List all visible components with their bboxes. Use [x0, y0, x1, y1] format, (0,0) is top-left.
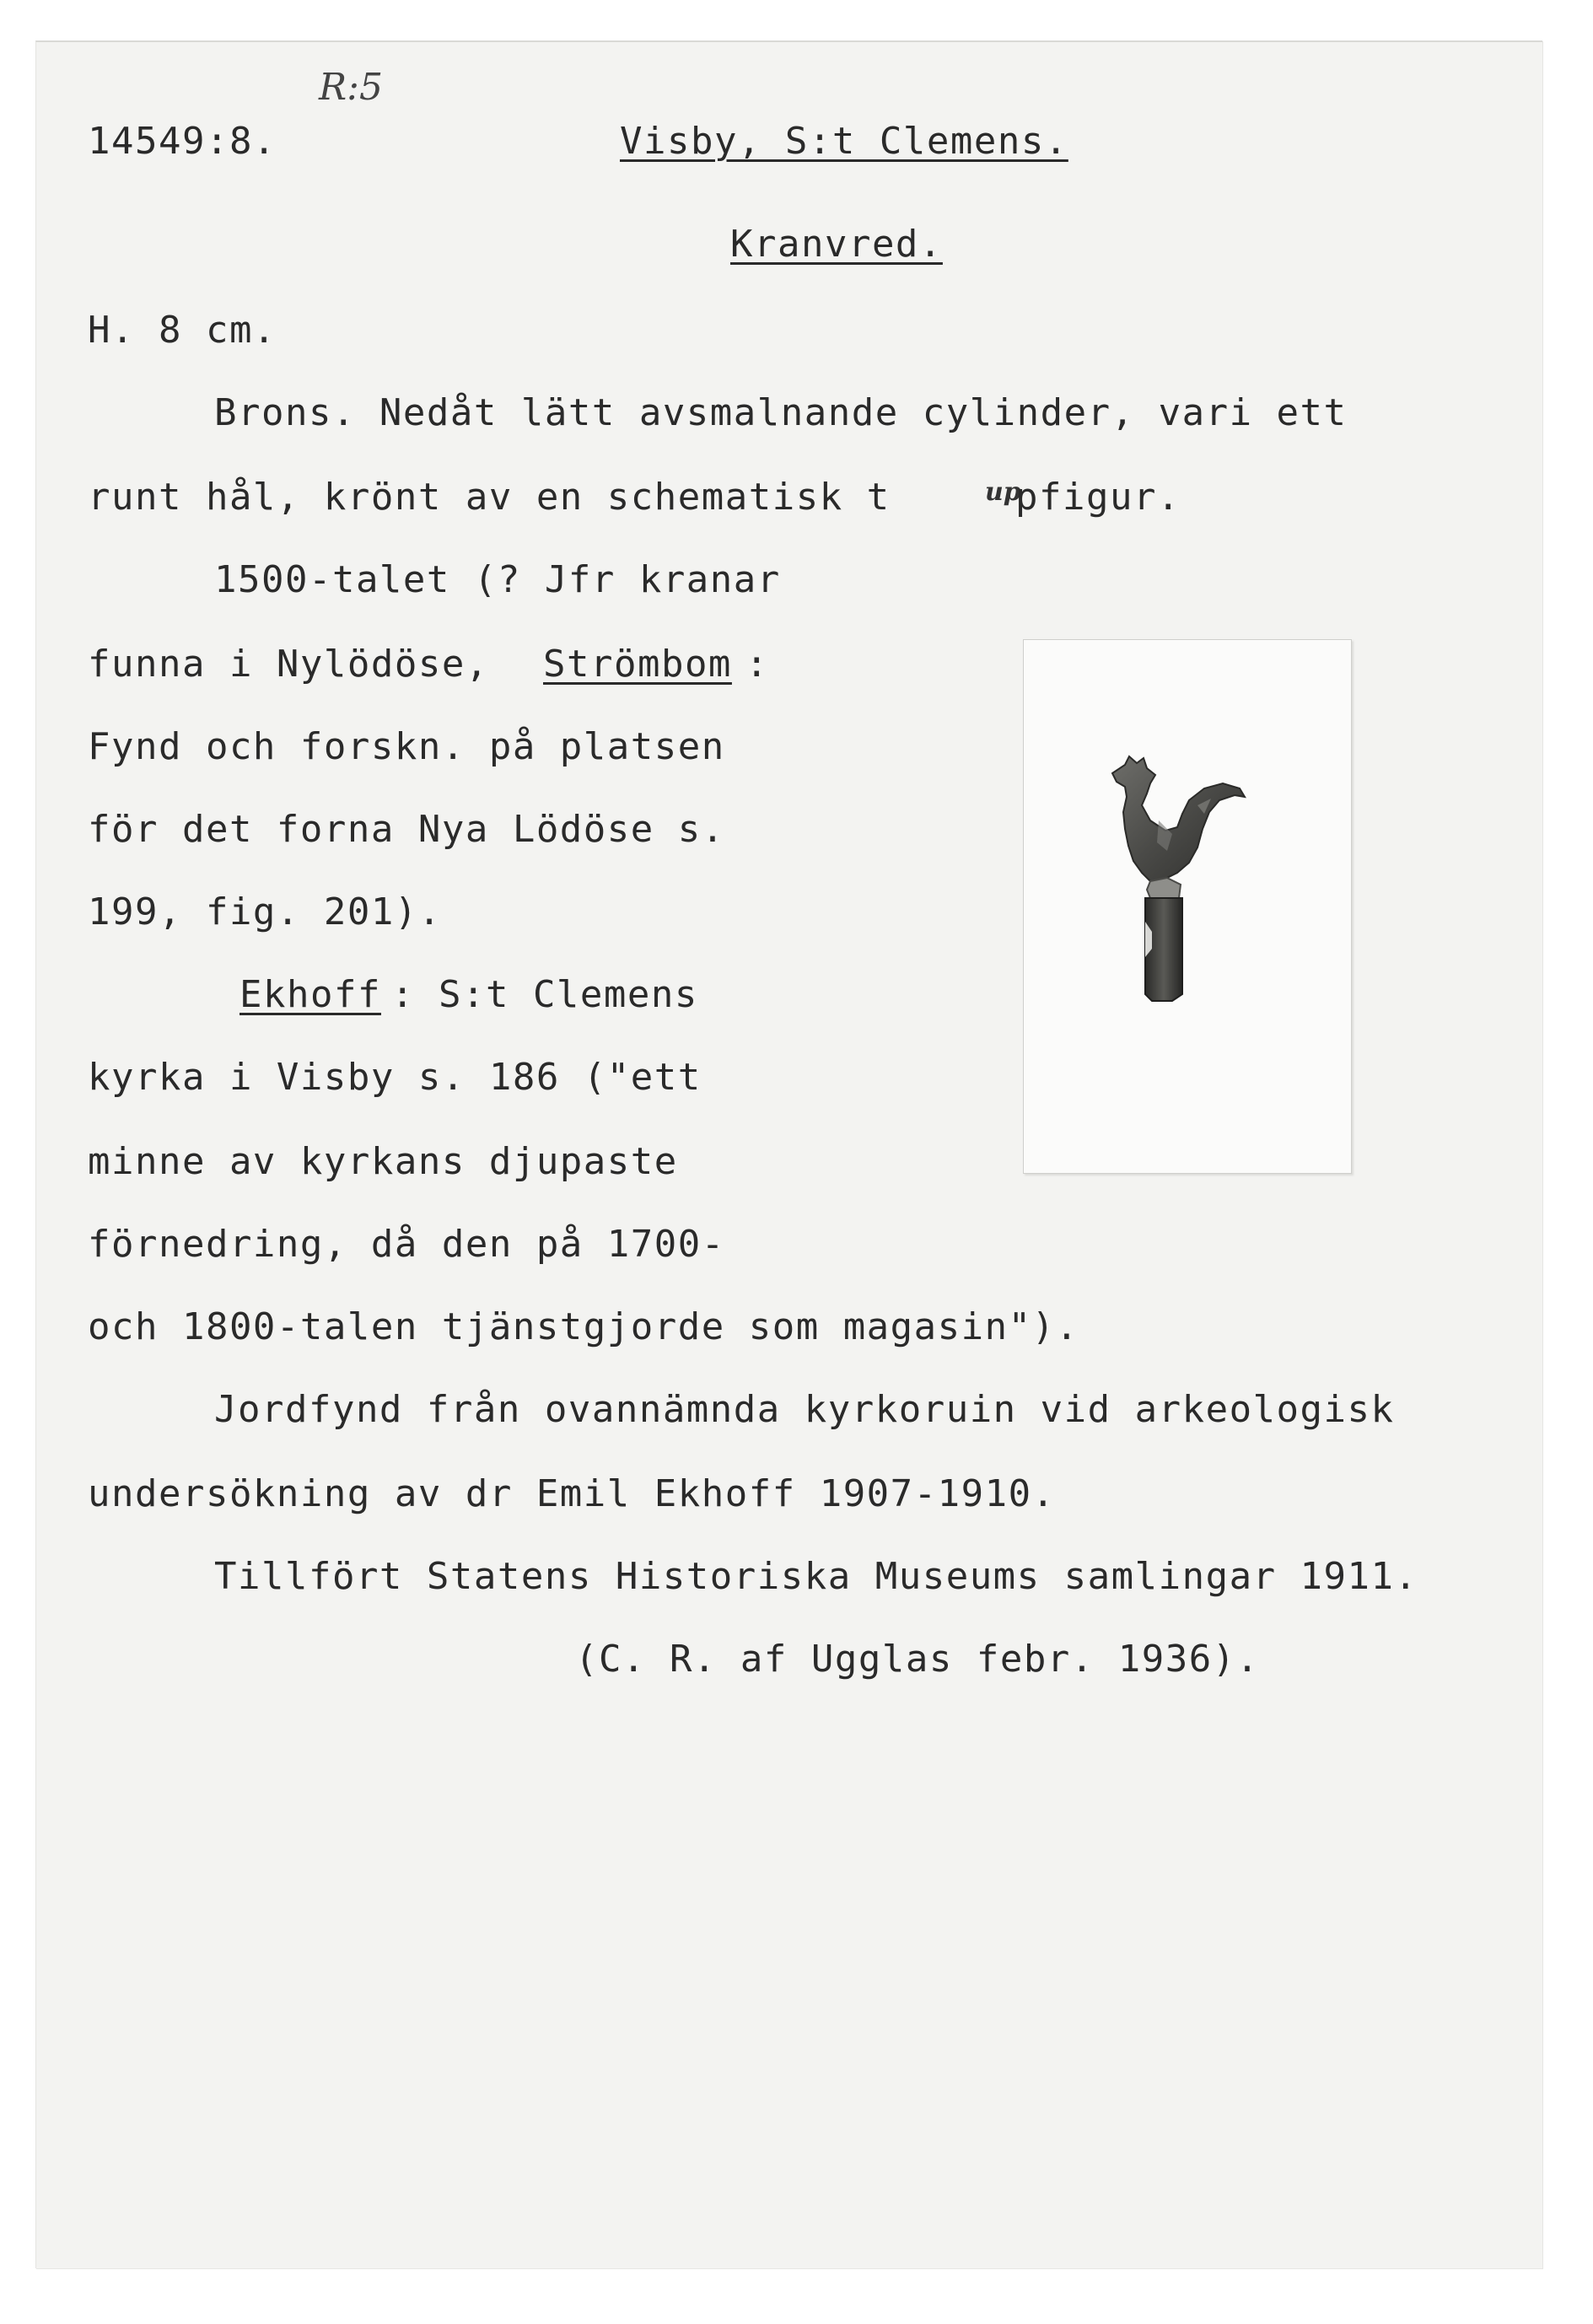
- object-name: Kranvred.: [730, 223, 943, 266]
- reference-line: Fynd och forskn. på platsen: [88, 725, 725, 768]
- reference-line: : S:t Clemens: [391, 973, 698, 1016]
- reference-line: och 1800-talen tjänstgjorde som magasin").: [88, 1305, 1079, 1348]
- acquisition-line: Tillfört Statens Historiska Museums samlingar 1911.: [214, 1555, 1418, 1598]
- reference-author: Strömbom: [543, 643, 732, 686]
- handwritten-mark: R:5: [319, 66, 383, 109]
- height-measure: H. 8 cm.: [88, 309, 277, 352]
- reference-line: förnedring, då den på 1700-: [88, 1223, 725, 1266]
- reference-line: kyrka i Visby s. 186 ("ett: [88, 1056, 702, 1099]
- location-heading: Visby, S:t Clemens.: [620, 120, 1068, 163]
- dating-line: 1500-talet (? Jfr kranar: [214, 558, 781, 601]
- rooster-tap-key-icon: [1024, 640, 1351, 1173]
- author-signature-line: (C. R. af Ugglas febr. 1936).: [575, 1638, 1260, 1681]
- reference-line: för det forna Nya Lödöse s.: [88, 808, 725, 851]
- reference-line: 199, fig. 201).: [88, 890, 442, 933]
- description-line: pfigur.: [1015, 476, 1181, 519]
- provenance-line: undersökning av dr Emil Ekhoff 1907-1910.: [88, 1472, 1056, 1515]
- reference-line: funna i Nylödöse,: [88, 643, 513, 686]
- object-photograph: [1023, 639, 1352, 1174]
- handwritten-correction: up: [985, 477, 1021, 507]
- description-line: runt hål, krönt av en schematisk t: [88, 476, 891, 519]
- reference-line: minne av kyrkans djupaste: [88, 1140, 678, 1183]
- reference-colon: :: [745, 643, 769, 686]
- description-line: Brons. Nedåt lätt avsmalnande cylinder, vari ett: [214, 391, 1348, 434]
- reference-author: Ekhoff: [239, 973, 381, 1016]
- provenance-line: Jordfynd från ovannämnda kyrkoruin vid arkeologisk: [214, 1388, 1395, 1431]
- catalog-number: 14549:8.: [88, 120, 277, 163]
